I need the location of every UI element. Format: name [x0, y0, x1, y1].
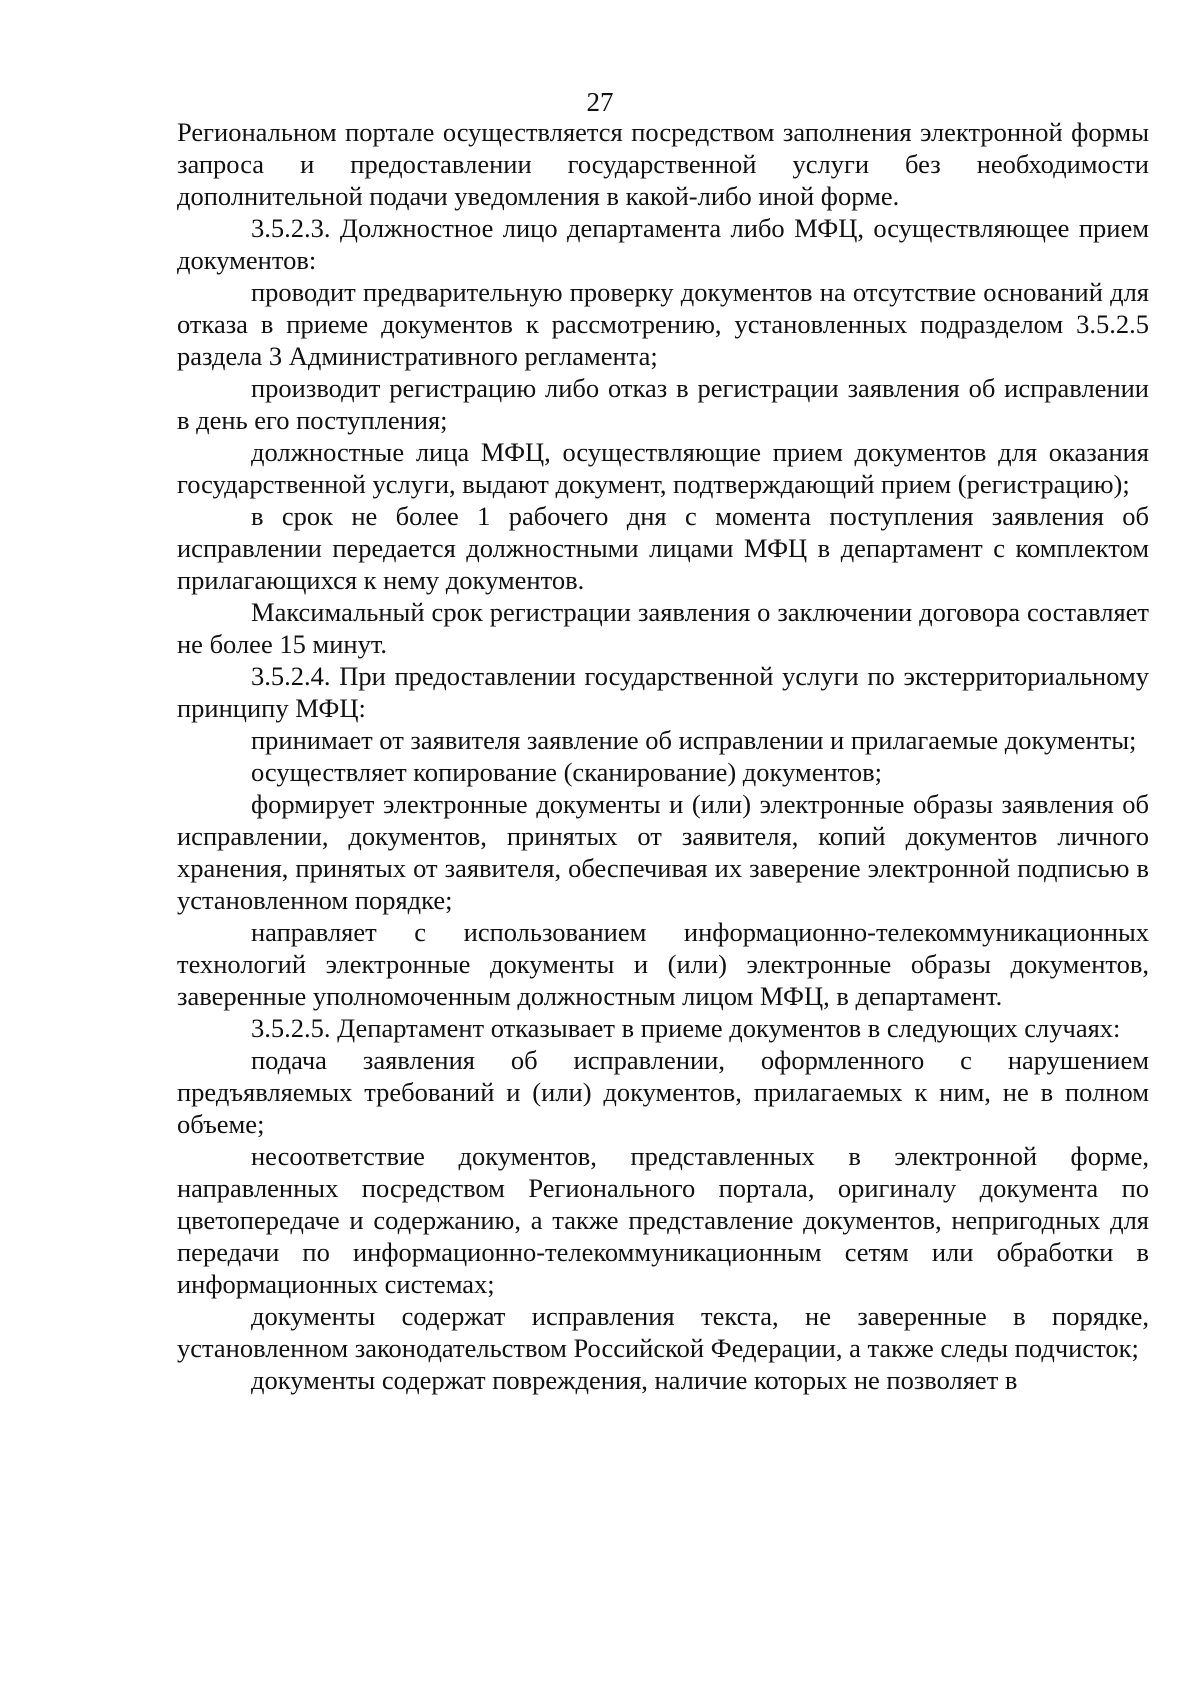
paragraph-mfc-officials: должностные лица МФЦ, осуществляющие прием документов для оказания государственной услуги, выдают документ, подтверждающий прием (регистрацию); [177, 437, 1149, 499]
paragraph-max-registration-time: Максимальный срок регистрации заявления о заключении договора составляет не более 15 минут. [177, 597, 1149, 659]
paragraph-incomplete-application: подача заявления об исправлении, оформленного с нарушением предъявляемых требований и (или) документов, прилагаемых к ним, не в полном объеме; [177, 1045, 1149, 1139]
paragraph-forms-electronic-docs: формирует электронные документы и (или) электронные образы заявления об исправлении, документов, принятых от заявителя, копий документов личного хранения, принятых от заявителя, обеспечивая их заверение электронной подписью в установленном порядке; [177, 789, 1149, 915]
paragraph-3-5-2-3: 3.5.2.3. Должностное лицо департамента либо МФЦ, осуществляющее прием документов: [177, 213, 1149, 275]
paragraph-transfer-deadline: в срок не более 1 рабочего дня с момента поступления заявления об исправлении передается должностными лицами МФЦ в департамент с комплектом прилагающихся к нему документов. [177, 501, 1149, 595]
paragraph-sends-docs: направляет с использованием информационно-телекоммуникационных технологий электронные документы и (или) электронные образы документов, заверенные уполномоченным должностным лицом МФЦ, в департамент. [177, 917, 1149, 1011]
paragraph-preliminary-check: проводит предварительную проверку документов на отсутствие оснований для отказа в приеме документов к рассмотрению, установленных подразделом 3.5.2.5 раздела 3 Административного регламента; [177, 277, 1149, 371]
document-body [177, 116, 1149, 1396]
paragraph-copying: осуществляет копирование (сканирование) документов; [251, 757, 882, 787]
paragraph-continuation: Региональном портале осуществляется посредством заполнения электронной формы запроса и предоставлении государственной услуги без необходимости дополнительной подачи уведомления в какой-либо иной форме. [177, 117, 1149, 211]
paragraph-uncertified-corrections: документы содержат исправления текста, не заверенные в порядке, установленном законодательством Российской Федерации, а также следы подчисток; [177, 1301, 1149, 1363]
paragraph-accepts-application: принимает от заявителя заявление об исправлении и прилагаемые документы; [251, 725, 1137, 755]
paragraph-registration: производит регистрацию либо отказ в регистрации заявления об исправлении в день его поступления; [177, 373, 1149, 435]
page-number: 27 [586, 87, 614, 117]
paragraph-damage: документы содержат повреждения, наличие которых не позволяет в [251, 1365, 1018, 1395]
paragraph-nonconformity: несоответствие документов, представленных в электронной форме, направленных посредством Регионального портала, оригиналу документа по цветопередаче и содержанию, а также представление документов, непригодных для передачи по информационно-телекоммуникационным сетям или обработки в информационных системах; [177, 1141, 1149, 1299]
paragraph-3-5-2-4: 3.5.2.4. При предоставлении государственной услуги по экстерриториальному принципу МФЦ: [177, 661, 1149, 723]
paragraph-3-5-2-5: 3.5.2.5. Департамент отказывает в приеме документов в следующих случаях: [251, 1013, 1121, 1043]
